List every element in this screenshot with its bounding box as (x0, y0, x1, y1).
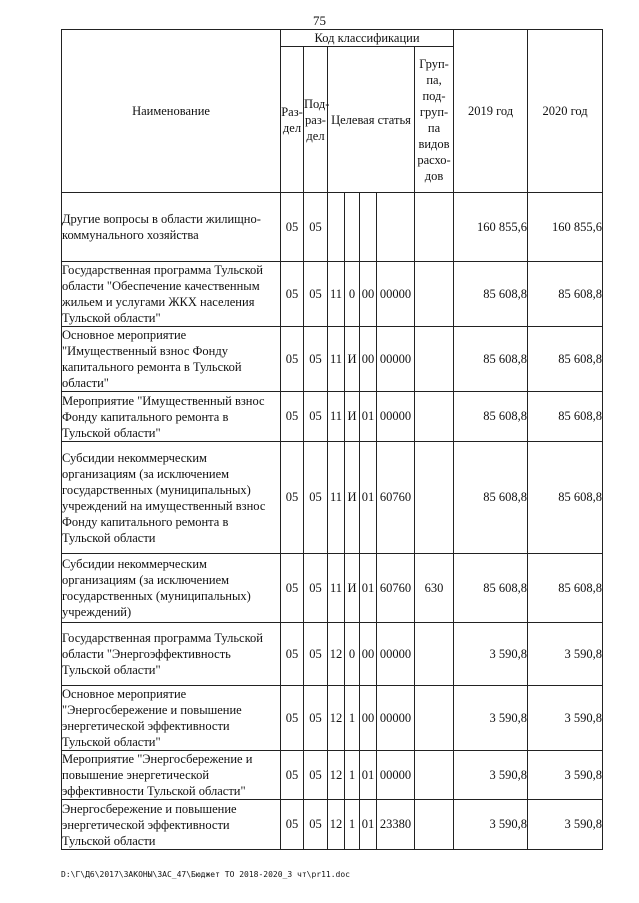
row-expense-group (415, 193, 454, 262)
row-target-direction: 00000 (377, 327, 415, 392)
row-name: Основное мероприятие "Имущественный взнос Фонду капитального ремонта в Тульской области" (62, 327, 281, 392)
page-number: 75 (313, 13, 326, 28)
row-amount-2020: 85 608,8 (528, 554, 603, 623)
row-amount-2020: 3 590,8 (528, 800, 603, 850)
row-target-subprogram: И (345, 327, 360, 392)
row-expense-group (415, 442, 454, 554)
row-amount-2020: 85 608,8 (528, 442, 603, 554)
row-name: Мероприятие "Энергосбережение и повышение энергетической эффективности Тульской области" (62, 751, 281, 800)
row-amount-2019: 85 608,8 (454, 327, 528, 392)
row-amount-2020: 160 855,6 (528, 193, 603, 262)
row-target-program: 11 (328, 392, 345, 442)
table-row (62, 800, 603, 850)
row-target-program: 11 (328, 442, 345, 554)
row-section: 05 (281, 262, 304, 327)
row-target-program: 11 (328, 554, 345, 623)
row-target-subprogram: 1 (345, 751, 360, 800)
table-row (62, 442, 603, 554)
row-target-direction: 00000 (377, 392, 415, 442)
row-expense-group (415, 800, 454, 850)
row-subsection: 05 (304, 554, 328, 623)
row-subsection: 05 (304, 262, 328, 327)
row-target-subprogram: 0 (345, 262, 360, 327)
header-year-2019: 2019 год (454, 30, 528, 193)
row-subsection: 05 (304, 751, 328, 800)
header-classification-code: Код классификации (281, 30, 454, 47)
row-amount-2019: 160 855,6 (454, 193, 528, 262)
row-name: Мероприятие "Имущественный взнос Фонду капитального ремонта в Тульской области" (62, 392, 281, 442)
row-target-direction: 60760 (377, 442, 415, 554)
row-target-event (360, 193, 377, 262)
header-section: Раз- дел (281, 47, 304, 193)
row-expense-group (415, 262, 454, 327)
row-target-event: 01 (360, 800, 377, 850)
footer-file-path: D:\Г\Д6\2017\ЗАКОНЫ\ЗАС_47\Бюджет ТО 2018-2020_3 чт\pr11.doc (61, 870, 350, 879)
row-amount-2019: 85 608,8 (454, 392, 528, 442)
row-target-direction: 60760 (377, 554, 415, 623)
row-subsection: 05 (304, 327, 328, 392)
row-expense-group: 630 (415, 554, 454, 623)
row-amount-2020: 3 590,8 (528, 751, 603, 800)
row-target-subprogram: 0 (345, 623, 360, 686)
table-row (62, 686, 603, 751)
row-subsection: 05 (304, 686, 328, 751)
row-amount-2019: 3 590,8 (454, 751, 528, 800)
row-section: 05 (281, 442, 304, 554)
budget-table (61, 29, 603, 850)
header-year-2020: 2020 год (528, 30, 603, 193)
row-expense-group (415, 686, 454, 751)
row-expense-group (415, 327, 454, 392)
row-section: 05 (281, 751, 304, 800)
row-name: Субсидии некоммерческим организациям (за исключением государственных (муниципальных) учреждений) (62, 554, 281, 623)
row-target-subprogram: 1 (345, 686, 360, 751)
row-target-program: 12 (328, 751, 345, 800)
table-row (62, 751, 603, 800)
row-name: Другие вопросы в области жилищно-коммунального хозяйства (62, 193, 281, 262)
row-subsection: 05 (304, 392, 328, 442)
header-name: Наименование (62, 30, 281, 193)
row-amount-2020: 85 608,8 (528, 262, 603, 327)
table-row (62, 262, 603, 327)
row-expense-group (415, 392, 454, 442)
row-target-event: 00 (360, 686, 377, 751)
row-subsection: 05 (304, 800, 328, 850)
row-amount-2019: 85 608,8 (454, 554, 528, 623)
row-section: 05 (281, 554, 304, 623)
row-target-direction (377, 193, 415, 262)
row-target-event: 00 (360, 623, 377, 686)
row-section: 05 (281, 392, 304, 442)
row-subsection: 05 (304, 623, 328, 686)
row-target-subprogram: И (345, 442, 360, 554)
table-row (62, 554, 603, 623)
table-row (62, 392, 603, 442)
row-amount-2020: 85 608,8 (528, 327, 603, 392)
table-row (62, 623, 603, 686)
row-expense-group (415, 623, 454, 686)
row-target-subprogram (345, 193, 360, 262)
row-target-direction: 00000 (377, 686, 415, 751)
header-subsection: Под- раз- дел (304, 47, 328, 193)
row-target-program: 12 (328, 800, 345, 850)
header-expense-group: Груп- па, под- груп- па видов расхо- дов (415, 47, 454, 193)
row-target-event: 01 (360, 392, 377, 442)
row-target-subprogram: И (345, 554, 360, 623)
row-target-program: 11 (328, 262, 345, 327)
row-target-direction: 00000 (377, 262, 415, 327)
row-target-program: 12 (328, 623, 345, 686)
row-target-direction: 00000 (377, 623, 415, 686)
row-section: 05 (281, 193, 304, 262)
row-section: 05 (281, 623, 304, 686)
row-target-subprogram: И (345, 392, 360, 442)
row-name: Субсидии некоммерческим организациям (за исключением государственных (муниципальных) учреждений на имущественный взнос Фонду капитального ремонта в Тульской области (62, 442, 281, 554)
row-name: Государственная программа Тульской области "Энергоэффективность Тульской области" (62, 623, 281, 686)
row-name: Энергосбережение и повышение энергетической эффективности Тульской области (62, 800, 281, 850)
row-amount-2019: 3 590,8 (454, 800, 528, 850)
row-amount-2019: 85 608,8 (454, 442, 528, 554)
row-amount-2019: 3 590,8 (454, 623, 528, 686)
row-section: 05 (281, 686, 304, 751)
row-expense-group (415, 751, 454, 800)
row-subsection: 05 (304, 442, 328, 554)
row-section: 05 (281, 327, 304, 392)
row-target-event: 00 (360, 327, 377, 392)
row-target-program (328, 193, 345, 262)
row-target-subprogram: 1 (345, 800, 360, 850)
row-amount-2019: 3 590,8 (454, 686, 528, 751)
row-target-event: 01 (360, 751, 377, 800)
row-target-event: 01 (360, 442, 377, 554)
row-target-program: 12 (328, 686, 345, 751)
row-section: 05 (281, 800, 304, 850)
row-amount-2020: 3 590,8 (528, 623, 603, 686)
row-amount-2020: 3 590,8 (528, 686, 603, 751)
header-target-article: Целевая статья (328, 47, 415, 193)
row-target-event: 00 (360, 262, 377, 327)
row-target-event: 01 (360, 554, 377, 623)
row-target-direction: 00000 (377, 751, 415, 800)
row-amount-2019: 85 608,8 (454, 262, 528, 327)
row-target-program: 11 (328, 327, 345, 392)
row-name: Государственная программа Тульской области "Обеспечение качественным жильем и услугами ЖКХ населения Тульской области" (62, 262, 281, 327)
table-row (62, 327, 603, 392)
row-amount-2020: 85 608,8 (528, 392, 603, 442)
table-row (62, 193, 603, 262)
row-target-direction: 23380 (377, 800, 415, 850)
row-name: Основное мероприятие "Энергосбережение и повышение энергетической эффективности Тульской области" (62, 686, 281, 751)
header-row-1 (62, 30, 603, 47)
row-subsection: 05 (304, 193, 328, 262)
